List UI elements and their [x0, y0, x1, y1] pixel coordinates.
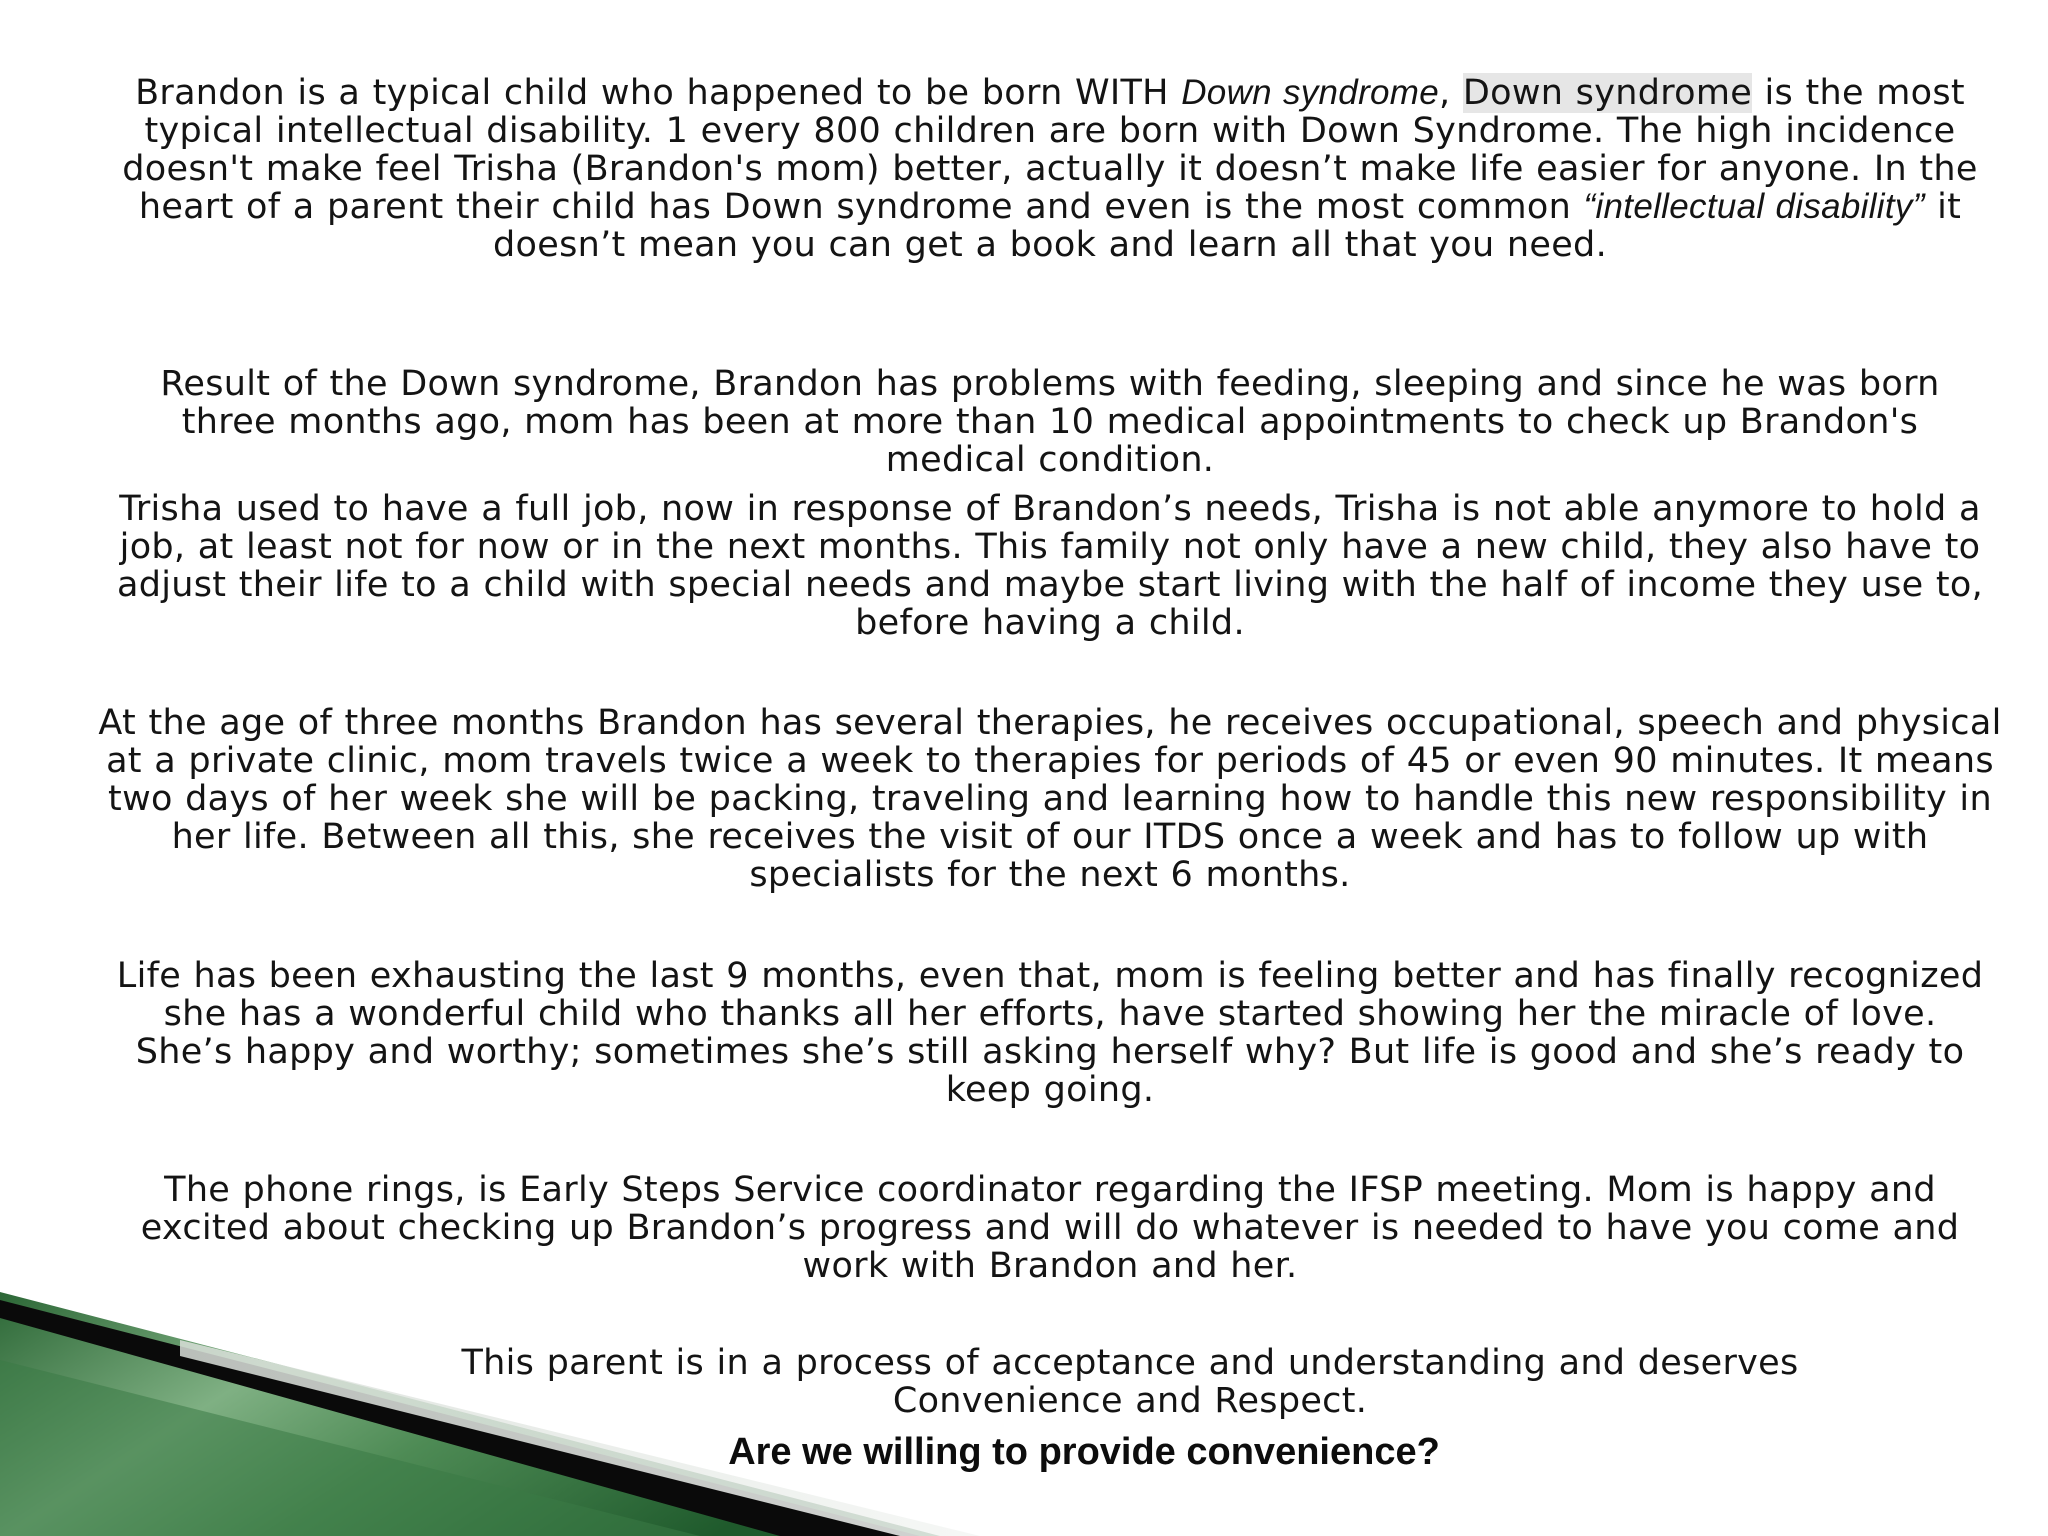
text-run: Brandon is a typical child who happened to be born WITH [135, 73, 1182, 113]
paragraph-therapies [90, 704, 2010, 894]
paragraph-acceptance [380, 1344, 1880, 1420]
paragraph-phone [110, 1171, 1990, 1285]
text-run: , [1439, 73, 1463, 113]
text-run: it doesn’t mean you can get a book and learn all that you need. [493, 187, 1962, 265]
paragraph-medical [110, 365, 1990, 479]
italic-quote: “intellectual disability” [1583, 187, 1925, 226]
highlighted-term: Down syndrome [1462, 73, 1753, 113]
paragraph-intro [100, 74, 2000, 264]
text-run: Trisha used to have a full job, now in response of Brandon’s needs, Trisha is not able anymore to hold a job, at least not for now or in the next months. This family not only have a new child, they also have to adjust their life to a child with special needs and maybe start living with the half of income they use to, before having a child. [116, 489, 1984, 643]
paragraph-life [110, 957, 1990, 1109]
text-run: At the age of three months Brandon has several therapies, he receives occupational, speech and physical at a private clinic, mom travels twice a week to therapies for periods of 45 or even 90 minutes. It means two days of her week she will be packing, traveling and learning how to handle this new responsibility in her life. Between all this, she receives the visit of our ITDS once a week and has to follow up with specialists for the next 6 months. [98, 703, 2002, 895]
text-run: The phone rings, is Early Steps Service coordinator regarding the IFSP meeting. Mom is happy and excited about checking up Brandon’s progress and will do whatever is needed to have you come and work with Brandon and her. [140, 1170, 1960, 1286]
closing-question: Are we willing to provide convenience? [728, 1431, 1440, 1473]
text-run: Life has been exhausting the last 9 months, even that, mom is feeling better and has finally recognized she has a wonderful child who thanks all her efforts, have started showing her the miracle of love. She’s happy and worthy; sometimes she’s still asking herself why? But life is good and she’s ready to keep going. [116, 956, 1984, 1110]
italic-term: Down syndrome [1181, 73, 1440, 112]
text-run: is the most typical intellectual disability. 1 every 800 children are born with Down Syndrome. The high incidence doesn't make feel Trisha (Brandon's mom) better, actually it doesn’t make life easier for anyone. In the heart of a parent their child has Down syndrome and even is the most common [122, 73, 1978, 227]
text-run: This parent is in a process of acceptance and understanding and deserves Convenience and Respect. [461, 1343, 1799, 1421]
paragraph-job [110, 490, 1990, 642]
text-run: Result of the Down syndrome, Brandon has problems with feeding, sleeping and since he was born three months ago, mom has been at more than 10 medical appointments to check up Brandon's medical condition. [160, 364, 1940, 480]
